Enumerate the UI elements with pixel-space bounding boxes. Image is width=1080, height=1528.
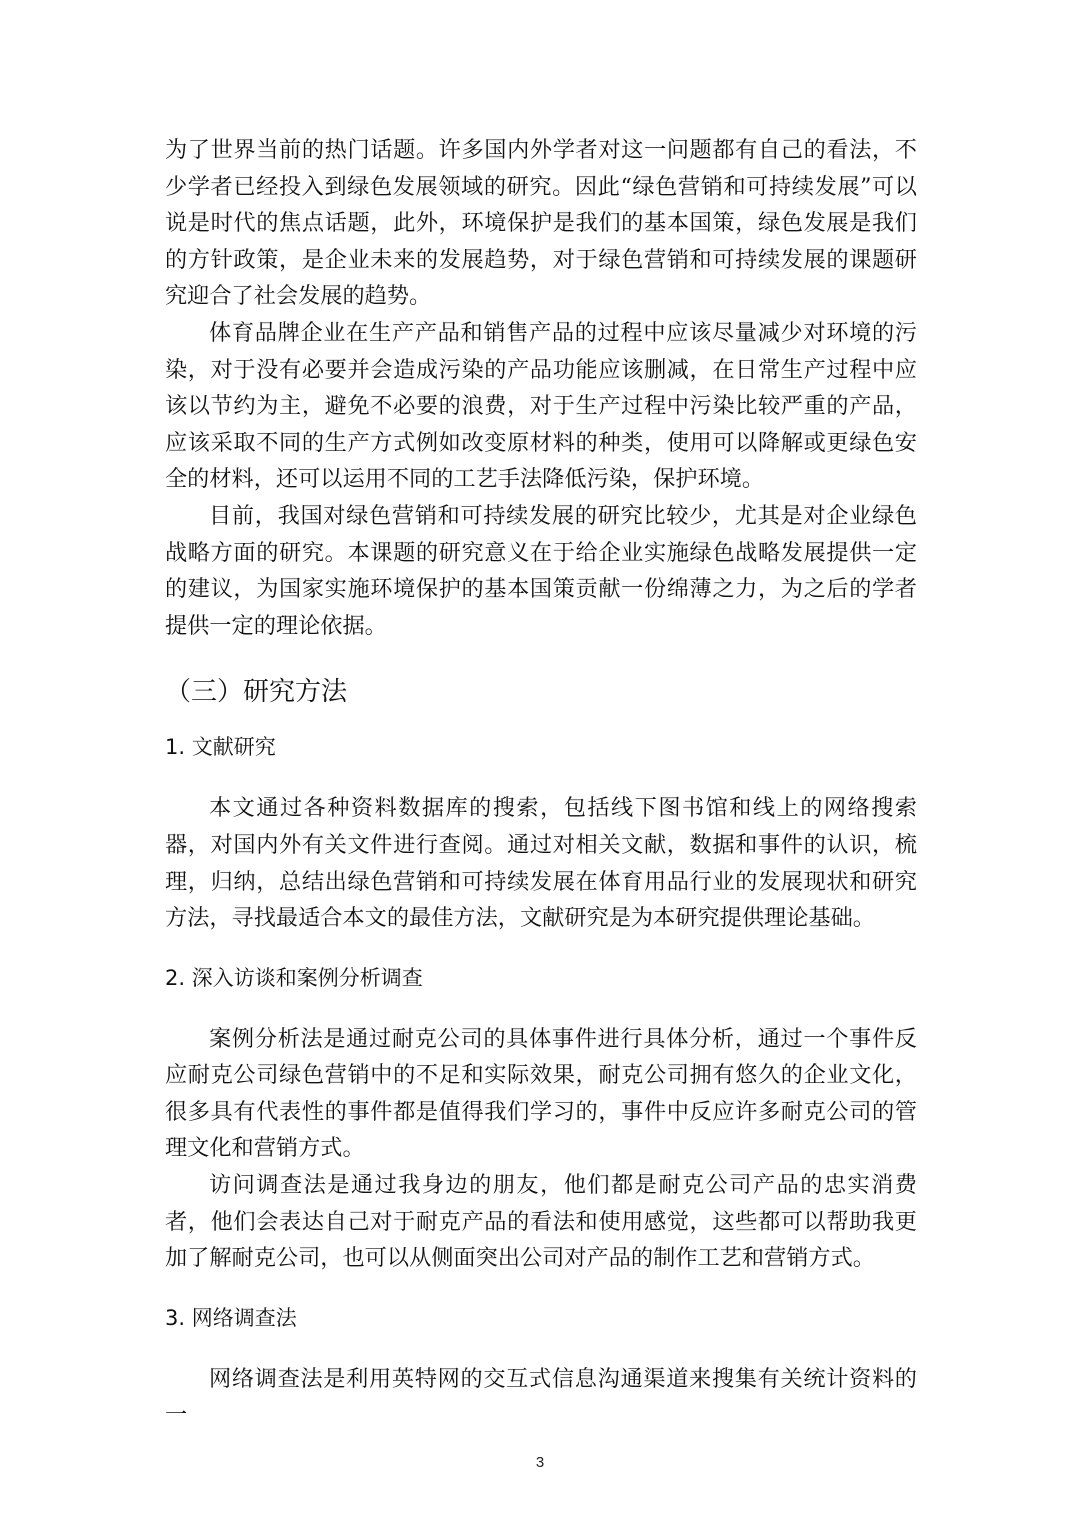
page-number: 3	[535, 1454, 545, 1471]
body-paragraph: 目前，我国对绿色营销和可持续发展的研究比较少，尤其是对企业绿色战略方面的研究。本课题的研究意义在于给企业实施绿色战略发展提供一定的建议，为国家实施环境保护的基本国策贡献一份绵薄之力，为之后的学者提供一定的理论依据。	[165, 502, 917, 639]
body-paragraph: 访问调查法是通过我身边的朋友，他们都是耐克公司产品的忠实消费者，他们会表达自己对于耐克产品的看法和使用感觉，这些都可以帮助我更加了解耐克公司，也可以从侧面突出公司对产品的制作工艺和营销方式。	[165, 1172, 917, 1272]
body-paragraph: 案例分析法是通过耐克公司的具体事件进行具体分析，通过一个事件反应耐克公司绿色营销中的不足和实际效果，耐克公司拥有悠久的企业文化，很多具有代表性的事件都是值得我们学习的，事件中反应许多耐克公司的管理文化和营销方式。	[165, 1025, 917, 1162]
body-paragraph: 为了世界当前的热门话题。许多国内外学者对这一问题都有自己的看法，不少学者已经投入到绿色发展领域的研究。因此“绿色营销和可持续发展”可以说是时代的焦点话题，此外，环境保护是我们的基本国策，绿色发展是我们的方针政策，是企业未来的发展趋势，对于绿色营销和可持续发展的课题研究迎合了社会发展的趋势。	[165, 137, 917, 310]
subsection-heading: 2. 深入访谈和案例分析调查	[165, 965, 423, 990]
section-heading: （三）研究方法	[165, 677, 348, 708]
body-paragraph: 体育品牌企业在生产产品和销售产品的过程中应该尽量减少对环境的污染，对于没有必要并会造成污染的产品功能应该删减，在日常生产过程中应该以节约为主，避免不必要的浪费，对于生产过程中污染比较严重的产品，应该采取不同的生产方式例如改变原材料的种类，使用可以降解或更绿色安全的材料，还可以运用不同的工艺手法降低污染，保护环境。	[165, 319, 917, 493]
body-paragraph: 本文通过各种资料数据库的搜索，包括线下图书馆和线上的网络搜索器，对国内外有关文件进行查阅。通过对相关文献，数据和事件的认识，梳理，归纳，总结出绿色营销和可持续发展在体育用品行业的发展现状和研究方法，寻找最适合本文的最佳方法，文献研究是为本研究提供理论基础。	[165, 795, 917, 932]
body-paragraph: 网络调查法是利用英特网的交互式信息沟通渠道来搜集有关统计资料的一	[165, 1365, 917, 1429]
document-body	[165, 132, 917, 1434]
subsection-heading: 1. 文献研究	[165, 735, 276, 760]
subsection-heading: 3. 网络调查法	[165, 1305, 297, 1330]
